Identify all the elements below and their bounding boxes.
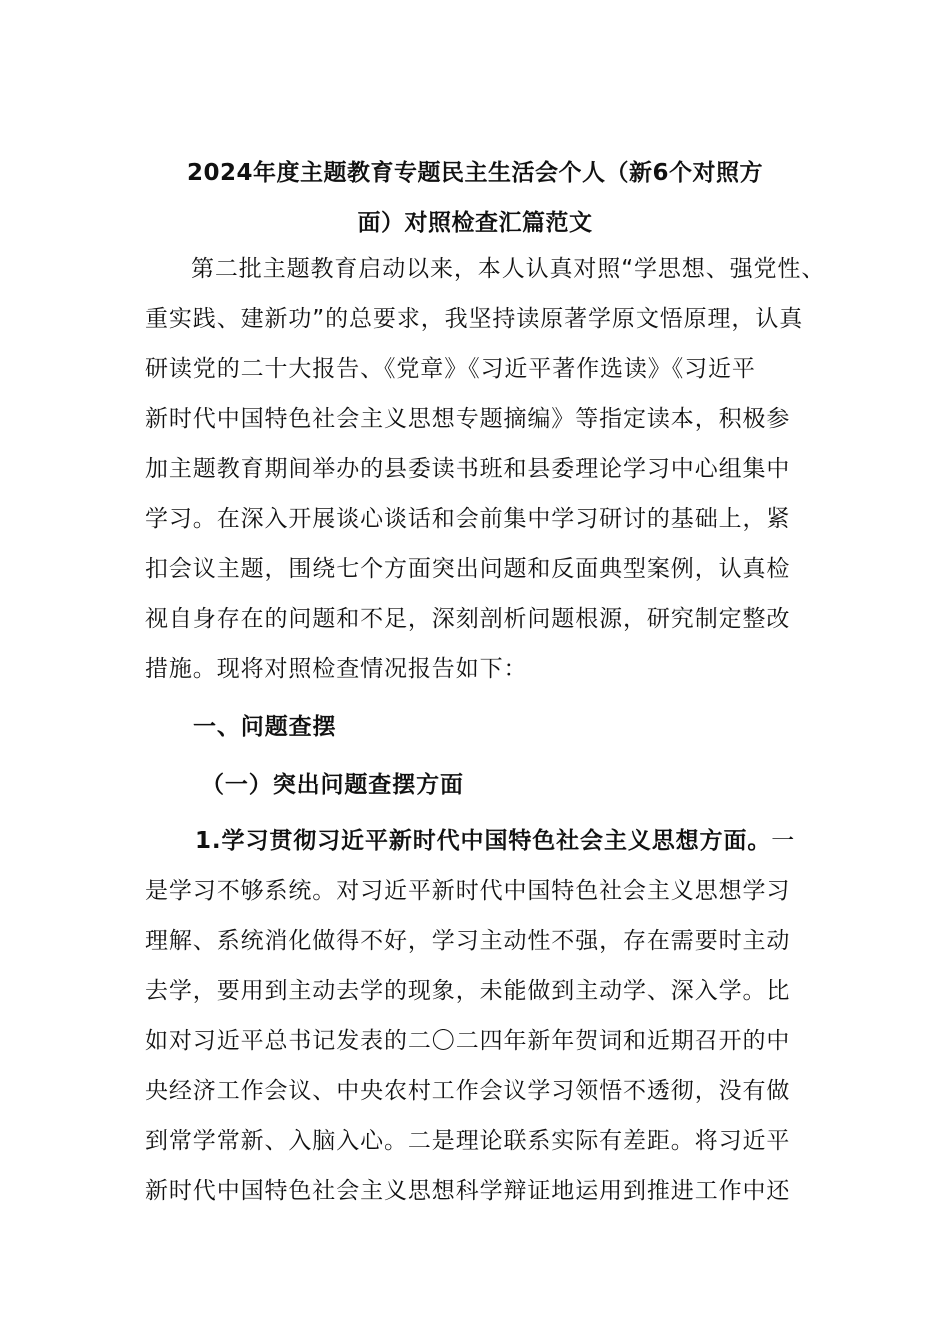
subsection-heading: （一）突出问题查摆方面 <box>201 772 464 798</box>
item-paragraph-line: 到常学常新、入脑入心。二是理论联系实际有差距。将习近平 <box>145 1128 791 1154</box>
intro-paragraph-line: 扣会议主题，围绕七个方面突出问题和反面典型案例，认真检 <box>145 556 791 582</box>
item-paragraph-line: 去学，要用到主动去学的现象，未能做到主动学、深入学。比 <box>145 978 791 1004</box>
item-paragraph-line: 新时代中国特色社会主义思想科学辩证地运用到推进工作中还 <box>145 1178 791 1204</box>
intro-paragraph-line: 学习。在深入开展谈心谈话和会前集中学习研讨的基础上，紧 <box>145 506 791 532</box>
intro-paragraph-line: 研读党的二十大报告、《党章》《习近平著作选读》《习近平 <box>145 356 756 382</box>
intro-paragraph-line: 视自身存在的问题和不足，深刻剖析问题根源，研究制定整改 <box>145 606 791 632</box>
item-paragraph-line: 理解、系统消化做得不好，学习主动性不强，存在需要时主动 <box>145 928 791 954</box>
intro-paragraph-line: 第二批主题教育启动以来，本人认真对照“学思想、强党性、 <box>191 256 826 282</box>
item-lead-title: 1.学习贯彻习近平新时代中国特色社会主义思想方面。 <box>195 828 772 854</box>
intro-paragraph-line: 措施。现将对照检查情况报告如下： <box>145 656 528 682</box>
intro-paragraph-line: 重实践、建新功”的总要求，我坚持读原著学原文悟原理，认真 <box>145 306 804 332</box>
item-lead-tail: 一 <box>771 828 796 854</box>
item-paragraph-line: 如对习近平总书记发表的二〇二四年新年贺词和近期召开的中 <box>145 1028 791 1054</box>
item-paragraph-line: 央经济工作会议、中央农村工作会议学习领悟不透彻，没有做 <box>145 1078 791 1104</box>
item-paragraph-line: 是学习不够系统。对习近平新时代中国特色社会主义思想学习 <box>145 878 791 904</box>
document-title-line-1: 2024年度主题教育专题民主生活会个人（新6个对照方 <box>186 160 764 186</box>
item-first-line <box>145 826 805 856</box>
intro-paragraph-line: 新时代中国特色社会主义思想专题摘编》等指定读本，积极参 <box>145 406 791 432</box>
document-title-line-2: 面）对照检查汇篇范文 <box>357 210 593 236</box>
intro-paragraph-line: 加主题教育期间举办的县委读书班和县委理论学习中心组集中 <box>145 456 791 482</box>
section-heading: 一、问题查摆 <box>193 714 337 740</box>
